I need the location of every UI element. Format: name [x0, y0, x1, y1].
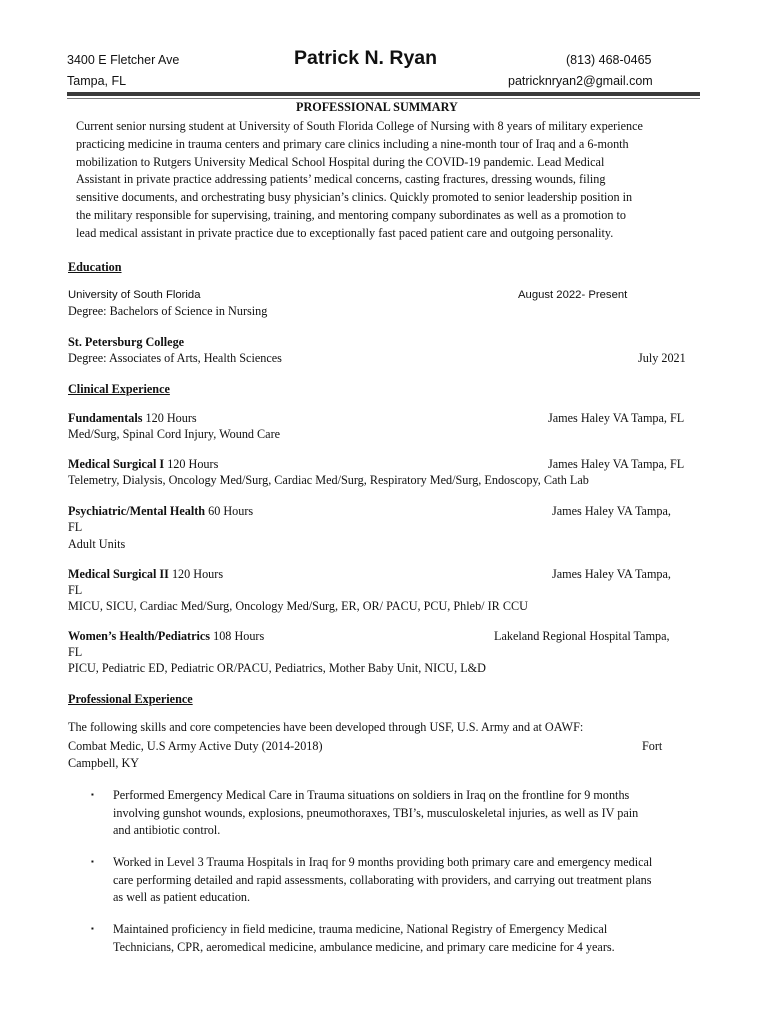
bullet-line: Maintained proficiency in field medicine, trauma medicine, National Registry of Emergency Medical — [113, 922, 608, 936]
bullet-marker: ▪ — [91, 924, 94, 933]
clinical-details: Adult Units — [68, 537, 126, 551]
phone-number: (813) 468-0465 — [566, 53, 652, 67]
email-address: patricknryan2@gmail.com — [508, 74, 653, 88]
address-line-1: 3400 E Fletcher Ave — [67, 53, 180, 67]
header-rule-thin — [67, 98, 700, 99]
bullet-item — [113, 921, 615, 956]
professional-intro: The following skills and core competencies have been developed through USF, U.S. Army and at OAWF: — [68, 720, 584, 734]
bullet-marker: ▪ — [91, 857, 94, 866]
summary-line: the military responsible for supervising, training, and mentoring company subordinates as well as a promotion to — [76, 207, 627, 222]
professional-heading: Professional Experience — [68, 692, 193, 706]
clinical-title-line — [68, 629, 264, 644]
education-degree: Degree: Bachelors of Science in Nursing — [68, 304, 268, 318]
clinical-title-line — [68, 504, 253, 519]
clinical-details: Med/Surg, Spinal Cord Injury, Wound Care — [68, 427, 281, 441]
clinical-hours: 120 Hours — [168, 567, 224, 581]
clinical-hours: 108 Hours — [210, 629, 265, 643]
clinical-location-wrap: FL — [68, 583, 83, 597]
clinical-details: PICU, Pediatric ED, Pediatric OR/PACU, Pediatrics, Mother Baby Unit, NICU, L&D — [68, 661, 486, 675]
professional-role: Combat Medic, U.S Army Active Duty (2014-2018) — [68, 739, 323, 753]
clinical-details: Telemetry, Dialysis, Oncology Med/Surg, Cardiac Med/Surg, Respiratory Med/Surg, Endoscopy, Cath Lab — [68, 473, 589, 487]
candidate-name: Patrick N. Ryan — [294, 47, 438, 69]
clinical-title-line — [68, 411, 197, 426]
clinical-location: James Haley VA Tampa, — [552, 504, 671, 518]
clinical-title: Women’s Health/Pediatrics — [68, 629, 211, 643]
bullet-line: as well as patient education. — [113, 890, 251, 904]
summary-line: mobilization to Rutgers University Medical School Hospital during the COVID-19 pandemic. Lead Medical — [76, 154, 605, 169]
education-date: July 2021 — [638, 351, 686, 365]
clinical-location-wrap: FL — [68, 520, 83, 534]
bullet-item — [113, 854, 652, 907]
education-school: University of South Florida — [68, 289, 201, 301]
bullet-line: care performing detailed and rapid assessments, collaborating with providers, and carrying out treatment plans — [113, 872, 652, 887]
education-school: St. Petersburg College — [68, 335, 185, 349]
summary-line: practicing medicine in trauma centers and primary care clinics including a nine-month tour of Iraq and a 6-month — [76, 136, 629, 151]
clinical-title-line — [68, 567, 223, 582]
bullet-line: Technicians, CPR, aeromedical medicine, ambulance medicine, and primary care medicine for 4 years. — [113, 939, 615, 954]
education-degree: Degree: Associates of Arts, Health Sciences — [68, 351, 282, 365]
summary-line: lead medical assistant in private practice due to exceptionally fast paced patient care and outgoing personality. — [76, 225, 614, 240]
summary-line: Current senior nursing student at University of South Florida College of Nursing with 8 years of military experience — [76, 119, 643, 133]
clinical-title: Medical Surgical I — [68, 457, 165, 471]
summary-line: Assistant in private practice addressing patients’ medical concerns, casting fractures, dressing wounds, filing — [76, 172, 606, 187]
clinical-title: Psychiatric/Mental Health — [68, 504, 206, 518]
clinical-title: Fundamentals — [68, 411, 143, 425]
clinical-location: James Haley VA Tampa, — [552, 567, 671, 581]
clinical-title: Medical Surgical II — [68, 567, 169, 581]
professional-location-wrap: Campbell, KY — [68, 756, 140, 770]
bullet-marker: ▪ — [91, 790, 94, 799]
professional-location: Fort — [642, 739, 663, 753]
bullet-line: involving gunshot wounds, explosions, pneumothoraxes, TBI’s, musculoskeletal injuries, as well as IV pain — [113, 805, 639, 820]
clinical-location: Lakeland Regional Hospital Tampa, — [494, 629, 670, 643]
bullet-line: Performed Emergency Medical Care in Trauma situations on soldiers in Iraq on the frontline for 9 months — [113, 788, 630, 802]
clinical-hours: 60 Hours — [205, 504, 254, 518]
clinical-heading: Clinical Experience — [68, 382, 170, 396]
clinical-hours: 120 Hours — [142, 411, 197, 425]
clinical-location-wrap: FL — [68, 645, 83, 659]
summary-title: PROFESSIONAL SUMMARY — [296, 100, 458, 114]
summary-paragraph — [76, 118, 706, 243]
clinical-location: James Haley VA Tampa, FL — [548, 457, 685, 471]
bullet-line: Worked in Level 3 Trauma Hospitals in Iraq for 9 months providing both primary care and emergency medical — [113, 855, 653, 869]
clinical-details: MICU, SICU, Cardiac Med/Surg, Oncology Med/Surg, ER, OR/ PACU, PCU, Phleb/ IR CCU — [68, 599, 528, 613]
bullet-item — [113, 787, 638, 840]
education-heading: Education — [68, 260, 122, 274]
header-rule-thick — [67, 92, 700, 96]
clinical-hours: 120 Hours — [164, 457, 219, 471]
clinical-location: James Haley VA Tampa, FL — [548, 411, 685, 425]
bullet-line: and antibiotic control. — [113, 823, 221, 837]
clinical-title-line — [68, 457, 218, 472]
education-date: August 2022- Present — [518, 289, 628, 301]
address-line-2: Tampa, FL — [67, 74, 127, 88]
summary-line: sensitive documents, and orchestrating busy physician’s clinics. Quickly promoted to senior leadership position in — [76, 190, 633, 205]
